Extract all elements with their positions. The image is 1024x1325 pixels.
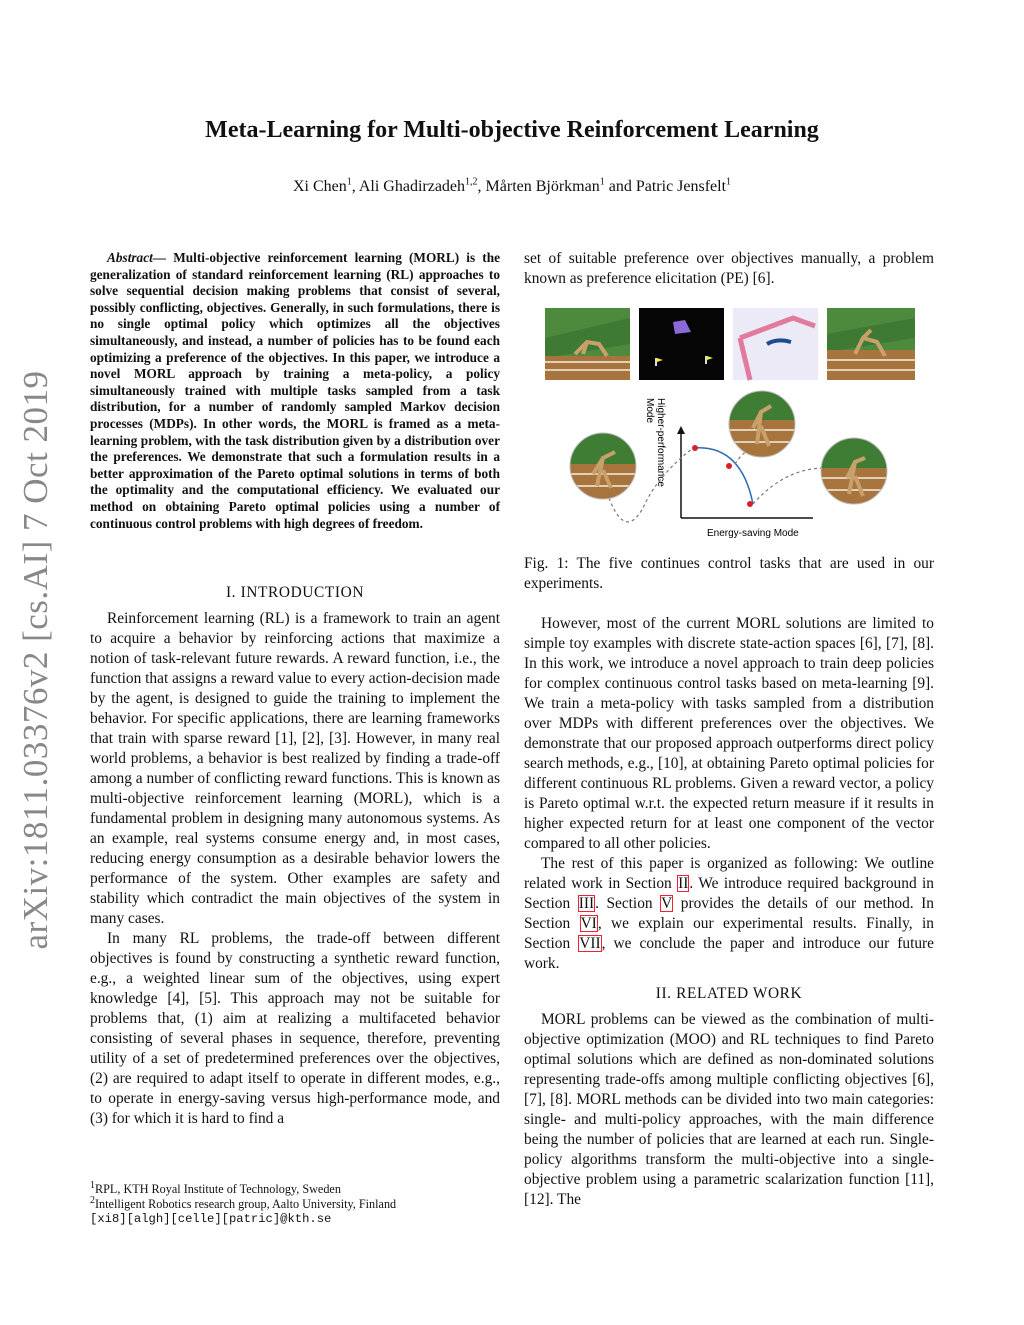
pareto-point (692, 445, 698, 451)
author-name: Mårten Björkman (485, 178, 600, 195)
walker-thumbnail-left (565, 428, 645, 508)
figure-1-caption: Fig. 1: The five continues control tasks that are used in our experiments. (524, 555, 934, 592)
footnote-affiliation-2: Intelligent Robotics research group, Aalto University, Finland (95, 1197, 397, 1211)
abstract (90, 250, 500, 532)
walker-thumbnail-top (725, 388, 805, 468)
footnote-email: [xi8][algh][celle][patric]@kth.se (90, 1212, 332, 1226)
section-heading-related-work: II. RELATED WORK (655, 985, 803, 1002)
footnote-affiliation-1: RPL, KTH Royal Institute of Technology, Sweden (95, 1182, 341, 1196)
figure-1 (545, 308, 915, 544)
section-ref-link[interactable]: III (578, 895, 595, 912)
arxiv-identifier: arXiv:1811.03376v2 [cs.AI] 7 Oct 2019 (16, 370, 55, 950)
pareto-front-curve (693, 448, 753, 504)
related-paragraph-1: MORL problems can be viewed as the combination of multi-objective optimization (MOO) and RL techniques to find Pareto optimal solutions which are defined as non-dominated solutions representing trade-offs among multiple conflicting objectives [6], [7], [8]. MORL methods can be divided into two main categories: single- and multi-policy approaches, with the main difference being the number of policies that are learned at each run. Single-policy algorithms transform the multi-objective into a single-objective problem using a parametric scalarization function [11], [12]. The (524, 1011, 934, 1208)
affiliation-mark: 1 (346, 176, 352, 188)
right-column-top (524, 249, 934, 289)
right-paragraph-1: However, most of the current MORL solutions are limited to simple toy examples with discrete state-action spaces [6], [7], [8]. In this work, we introduce a novel approach to train deep policies for complex continuous control tasks based on meta-learning [9]. We train a meta-policy with tasks sampled from a distribution over MDPs with different preferences over the objectives. We demonstrate that our proposed approach outperforms direct policy search methods, e.g., [10], at obtaining Pareto optimal policies for different continuous RL problems. Given a reward vector, a policy is Pareto optimal w.r.t. the expected return measure if it results in higher expected return for at least one component of the vector compared to all other policies. (524, 615, 934, 852)
task-image-2 (639, 308, 724, 380)
paper-title: Meta-Learning for Multi-objective Reinforcement Learning (205, 117, 819, 143)
left-column (90, 583, 500, 1129)
intro-paragraph-2: In many RL problems, the trade-off between different objectives is found by constructing a synthetic reward function, e.g., a weighted linear sum of the objectives, using expert knowledge [4], [5]. This approach may not be suitable for problems that, (1) aim at realizing a multifaceted behavior consisting of several phases in sequence, therefore, preventing utility of a set of predetermined preferences over the objectives, (2) are required to adapt itself to operate in different modes, e.g., to operate in energy-saving versus high-performance mode, and (3) for which it is hard to find a (90, 930, 500, 1127)
author-name: Ali Ghadirzadeh (358, 178, 466, 195)
section-heading-introduction: I. INTRODUCTION (225, 584, 365, 601)
affiliation-mark: 1 (726, 176, 732, 188)
task-image-3 (733, 308, 818, 380)
y-axis-label-mode: Mode (644, 398, 655, 424)
y-axis-label: Higher-performance (655, 398, 666, 487)
right-column-body (524, 614, 934, 1210)
task-image-4 (827, 308, 915, 380)
intro-paragraph-1: Reinforcement learning (RL) is a framework to train an agent to acquire a behavior by reinforcing actions that maximize a notion of task-relevant future rewards. A reward function, i.e., the function that assigns a reward value to every action-decision made by the agent, is designed to guide the training to implement the behavior. For specific applications, there are learning frameworks that train with sparse reward [1], [2], [3]. However, in many real world problems, a behavior is best realized by finding a trade-off among a number of conflicting reward functions. This is known as multi-objective reinforcement learning (MORL), which is a fundamental problem in designing many autonomous systems. As an example, real systems consume energy and, in most cases, reducing energy consumption as a desirable behavior lowers the performance of the system. Other examples are safety and stability which contradict the main objectives of the system in many cases. (90, 610, 500, 927)
section-ref-link[interactable]: VII (579, 935, 601, 952)
abstract-label: Abstract— (107, 250, 167, 265)
section-ref-link[interactable]: VI (580, 915, 597, 932)
section-ref-link[interactable]: II (678, 875, 689, 892)
author-list: Xi Chen$^1$, Ali Ghadirzadeh$^{1,2}$, Mårten Björkman$^1$ and Patric Jensfelt$^1$ (292, 176, 732, 195)
affiliation-mark: 1,2 (465, 176, 478, 188)
x-axis-label: Energy-saving Mode (707, 528, 799, 539)
task-image-1 (545, 308, 630, 380)
section-ref-link[interactable]: V (661, 895, 673, 912)
pareto-point (726, 463, 732, 469)
author-name: Xi Chen (292, 178, 347, 195)
pareto-point (747, 501, 753, 507)
walker-thumbnail-right (817, 433, 897, 513)
right-paragraph-2: The rest of this paper is organized as following: We outline related work in Section II. We introduce required background in Section III. Section V provides the details of our method. In Section VI, we explain our experimental results. Finally, in Section VII, we conclude the paper and introduce our future work. (524, 855, 935, 972)
footnotes: $^1$RPL, KTH Royal Institute of Technology, Sweden $^2$Intelligent Robotics research group, Aalto University, Finland [xi8][algh][celle][patric]@kth.se (90, 1182, 500, 1227)
affiliation-mark: 1 (599, 176, 605, 188)
continued-paragraph: set of suitable preference over objectives manually, a problem known as preference elicitation (PE) [6]. (524, 250, 934, 287)
author-name: Patric Jensfelt (635, 178, 727, 195)
abstract-text: Multi-objective reinforcement learning (MORL) is the generalization of standard reinforcement learning (RL) approaches to solve sequential decision making problems that consist of several, possibly conflicting, objectives. Generally, in such formulations, there is no single optimal policy which optimizes all the objectives simultaneously, and instead, a number of policies has to be found each optimizing a preference of the objectives. In this paper, we introduce a novel MORL approach by training a meta-policy, a policy simultaneously trained with multiple tasks sampled from a task distribution, for a number of randomly sampled Markov decision processes (MDPs). In other words, the MORL is framed as a meta-learning problem, with the task distribution given by a distribution over the preferences. We demonstrate that such a formulation results in a better approximation of the Pareto optimal solutions in terms of both the optimality and the computational efficiency. We evaluated our method on obtaining Pareto optimal policies using a number of continuous control problems with high degrees of freedom. (90, 250, 500, 531)
